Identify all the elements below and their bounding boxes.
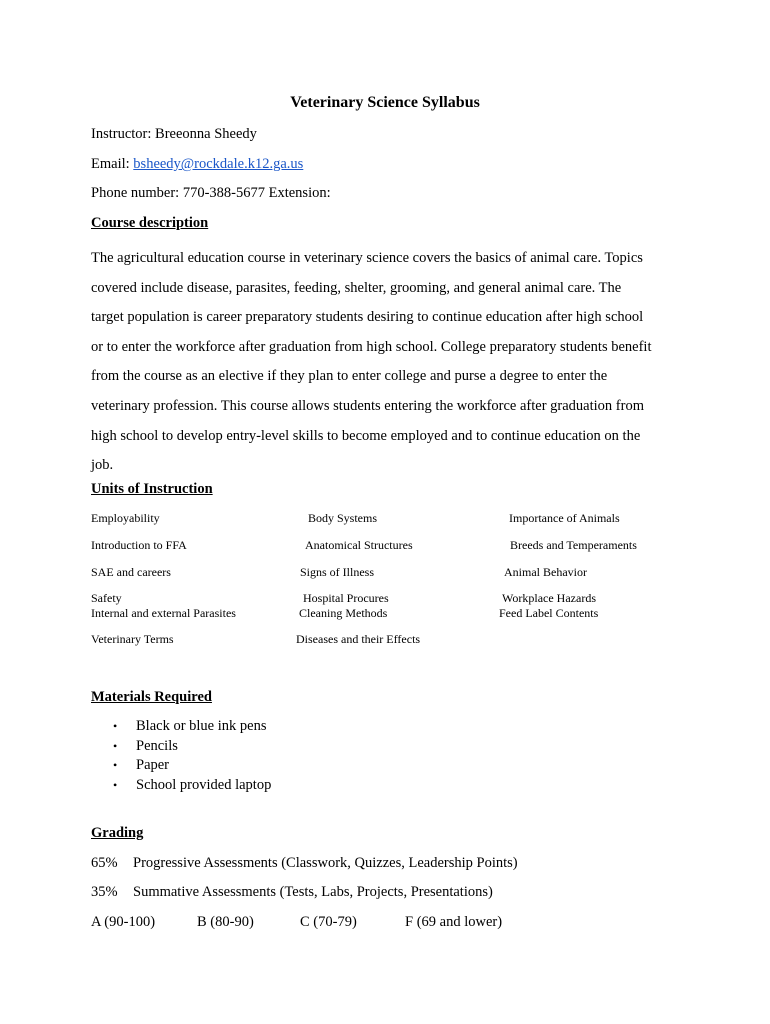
materials-heading: Materials Required: [91, 689, 212, 705]
grading-percent: 35%: [91, 884, 118, 900]
description-line: job.: [91, 457, 114, 474]
units-heading: Units of Instruction: [91, 481, 213, 497]
unit-item: Veterinary Terms: [91, 632, 174, 646]
unit-item: Animal Behavior: [504, 565, 587, 579]
list-item: [113, 737, 271, 757]
unit-item: Cleaning Methods: [299, 606, 388, 620]
unit-item: Breeds and Temperaments: [510, 538, 637, 552]
phone-line: Phone number: 770-388-5677 Extension:: [91, 185, 331, 201]
list-item: [113, 776, 271, 796]
unit-item: Feed Label Contents: [499, 606, 599, 620]
grade-scale-f: F (69 and lower): [405, 914, 503, 930]
bullet-icon: •: [113, 738, 118, 753]
list-item: [113, 717, 271, 737]
unit-item: Employability: [91, 511, 160, 525]
grade-scale-c: C (70-79): [300, 914, 357, 930]
description-line: from the course as an elective if they plan to enter college and purse a degree to enter the: [91, 368, 608, 385]
description-line: or to enter the workforce after graduation from high school. College preparatory students benefit: [91, 338, 652, 355]
unit-item: Diseases and their Effects: [296, 632, 421, 646]
email-link[interactable]: bsheedy@rockdale.k12.ga.us: [133, 156, 304, 172]
unit-item: Safety: [91, 591, 122, 605]
unit-item: Signs of Illness: [300, 565, 375, 579]
email-label: Email:: [91, 156, 134, 172]
grade-scale-b: B (80-90): [197, 914, 254, 930]
unit-item: Importance of Animals: [509, 511, 620, 525]
material-label: Black or blue ink pens: [136, 718, 267, 734]
bullet-icon: •: [113, 758, 118, 772]
page-title: Veterinary Science Syllabus: [290, 94, 480, 111]
unit-item: Workplace Hazards: [502, 591, 596, 605]
description-line: covered include disease, parasites, feeding, shelter, grooming, and general animal care. The: [91, 279, 622, 296]
description-line: target population is career preparatory students desiring to continue education after high school: [91, 309, 644, 326]
unit-item: Hospital Procures: [303, 591, 389, 605]
bullet-icon: •: [113, 719, 118, 733]
unit-item: Internal and external Parasites: [91, 606, 236, 620]
grading-item: [91, 884, 493, 901]
description-line: veterinary profession. This course allows students entering the workforce after graduation from: [91, 397, 644, 414]
description-line: The agricultural education course in veterinary science covers the basics of animal care. Topics: [91, 250, 643, 266]
email-line: [91, 156, 303, 173]
unit-item: SAE and careers: [91, 565, 171, 579]
grading-heading: Grading: [91, 825, 144, 841]
unit-item: Introduction to FFA: [91, 538, 187, 552]
description-line: high school to develop entry-level skills to become employed and to continue education on the: [91, 427, 641, 444]
material-label: Pencils: [136, 737, 178, 754]
grading-label: Summative Assessments (Tests, Labs, Projects, Presentations): [133, 884, 493, 900]
grading-label: Progressive Assessments (Classwork, Quizzes, Leadership Points): [133, 855, 518, 871]
grading-percent: 65%: [91, 855, 118, 871]
material-label: School provided laptop: [136, 776, 272, 793]
instructor-line: Instructor: Breeonna Sheedy: [91, 126, 257, 142]
course-description-text: [91, 244, 691, 481]
unit-item: Anatomical Structures: [305, 538, 413, 552]
course-description-heading: Course description: [91, 215, 209, 231]
material-label: Paper: [136, 757, 170, 773]
materials-list: [113, 717, 271, 795]
grading-item: [91, 855, 518, 872]
unit-item: Body Systems: [308, 511, 378, 525]
bullet-icon: •: [113, 777, 118, 792]
grade-scale-a: A (90-100): [91, 914, 156, 930]
list-item: [113, 756, 271, 776]
